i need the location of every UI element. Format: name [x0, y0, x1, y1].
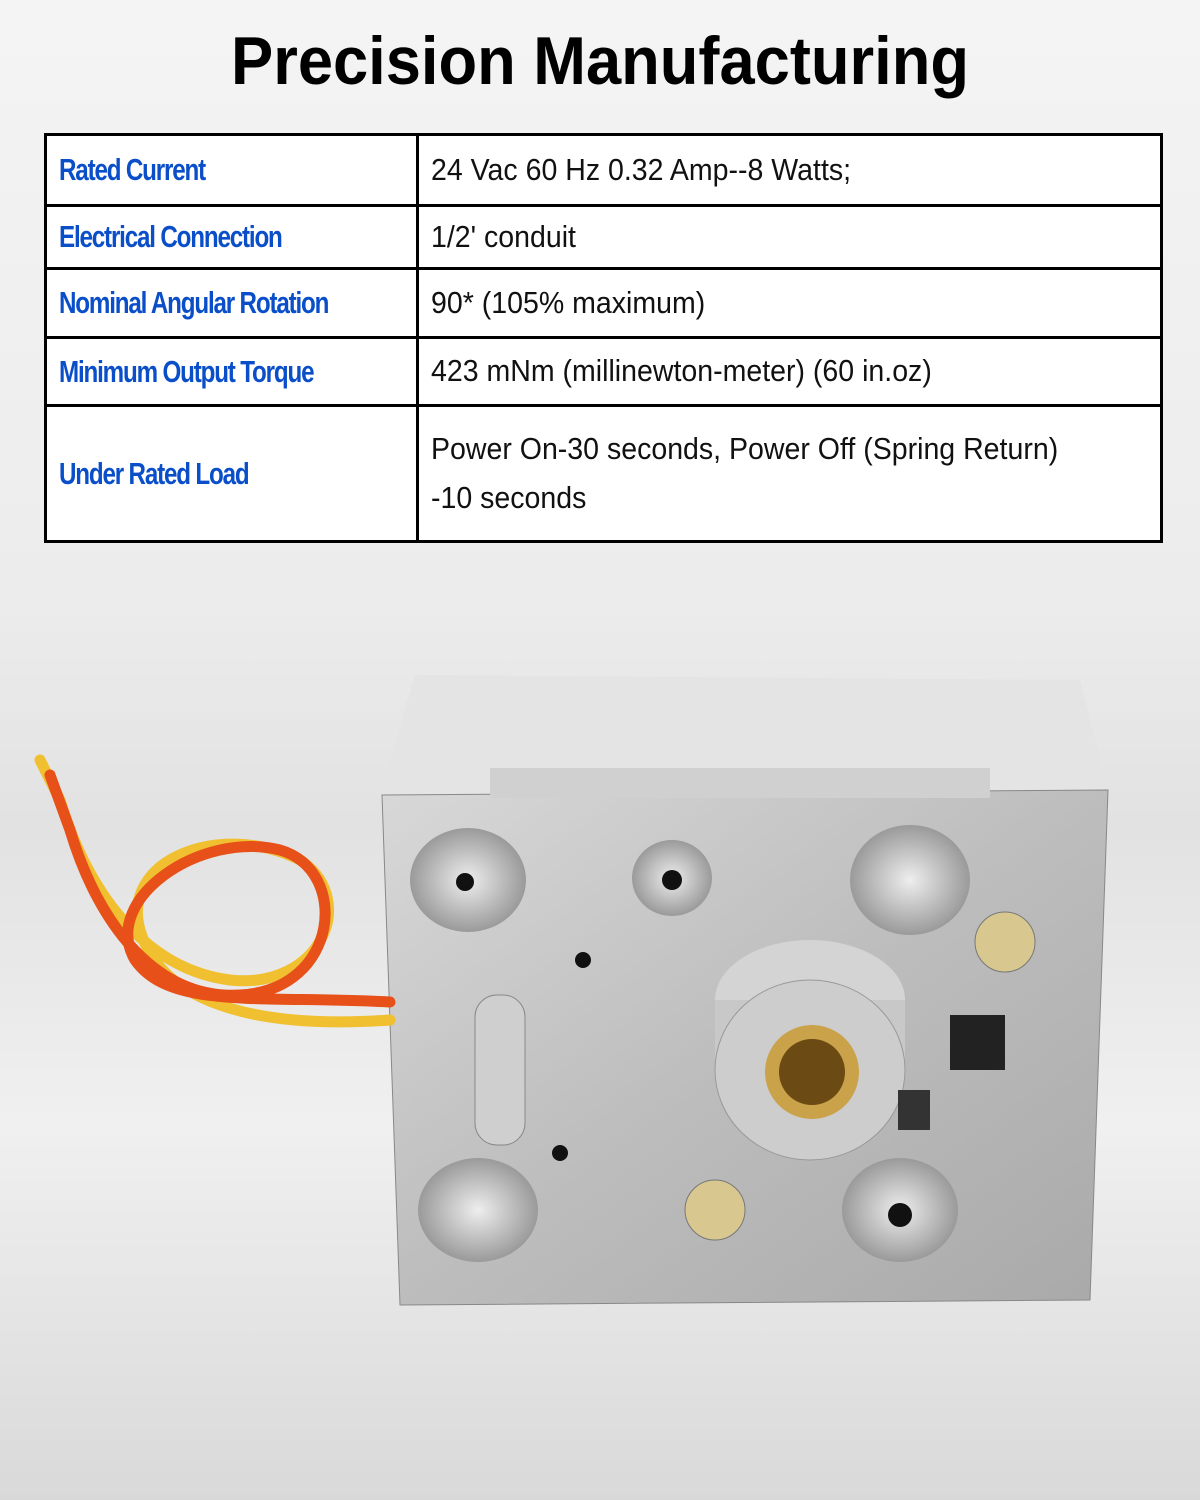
- spec-value-continued: -10 seconds: [431, 479, 587, 515]
- spec-value: 24 Vac 60 Hz 0.32 Amp--8 Watts;: [431, 151, 852, 187]
- screw-icon: [685, 1180, 745, 1240]
- spec-row: [46, 135, 1162, 206]
- spec-table: [44, 133, 1163, 543]
- spec-value: 423 mNm (millinewton-meter) (60 in.oz): [431, 353, 933, 389]
- screw-icon: [975, 912, 1035, 972]
- spec-value: Power On-30 seconds, Power Off (Spring Return): [431, 431, 1059, 467]
- bracket: [490, 768, 990, 798]
- switch-connector: [950, 1015, 1005, 1070]
- spec-row: [46, 406, 1162, 542]
- page-title: Precision Manufacturing: [231, 23, 969, 99]
- spec-row: [46, 269, 1162, 338]
- spec-label: Nominal Angular Rotation: [59, 285, 329, 320]
- spec-label: Rated Current: [59, 152, 206, 187]
- spec-value: 90* (105% maximum): [431, 284, 706, 320]
- stop-pin: [475, 995, 525, 1145]
- spec-row: [46, 206, 1162, 269]
- spec-value: 1/2' conduit: [431, 218, 577, 254]
- actuator-product-photo: [0, 640, 1200, 1500]
- spec-label: Minimum Output Torque: [59, 353, 314, 389]
- spec-label: Electrical Connection: [59, 219, 282, 254]
- spec-label: Under Rated Load: [59, 455, 249, 491]
- lead-wires: [40, 760, 390, 1022]
- spec-row: [46, 338, 1162, 406]
